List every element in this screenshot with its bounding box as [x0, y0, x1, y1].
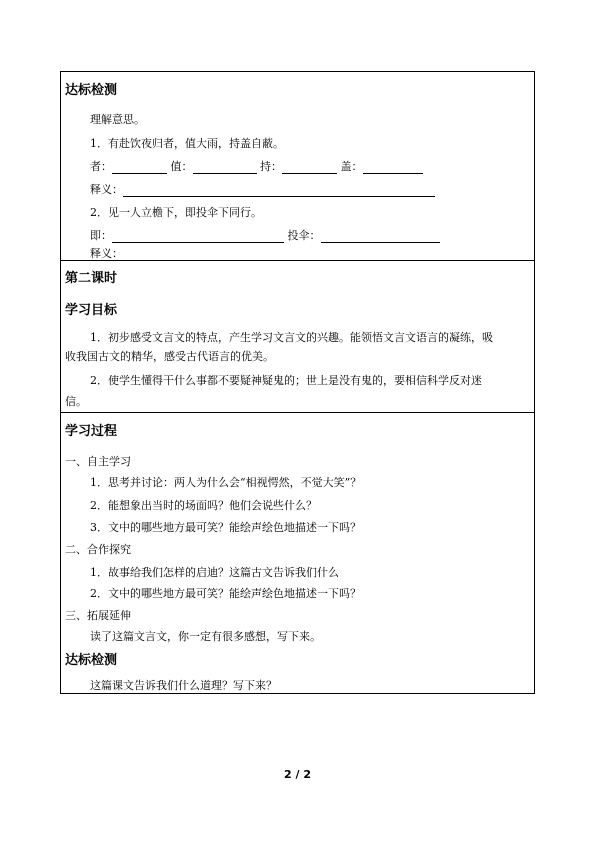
goal-1-line-1: 1．初步感受文言文的特点，产生学习文言文的兴趣。能领悟文言文语言的凝练，吸 [90, 331, 493, 344]
instruction-text: 理解意思。 [90, 113, 145, 126]
answer-blank[interactable] [123, 184, 435, 197]
word-blanks-row-1 [90, 158, 423, 174]
answer-blank[interactable] [112, 230, 284, 243]
word-label: 即： [90, 229, 112, 242]
final-question: 这篇课文告诉我们什么道理？写下来？ [90, 679, 277, 692]
list-item: 2．能想象出当时的场面吗？他们会说些什么？ [90, 499, 317, 512]
learning-process-section [61, 412, 534, 693]
answer-blank[interactable] [363, 161, 423, 174]
list-item: 1．故事给我们怎样的启迪？这篇古文告诉我们什么 [90, 566, 339, 579]
explain-label: 释义： [90, 247, 123, 260]
list-item: 3．文中的哪些地方最可笑？能绘声绘色地描述一下吗？ [90, 521, 361, 534]
explain-label: 释义： [90, 183, 123, 196]
worksheet-table [60, 71, 535, 694]
goals-heading: 学习目标 [65, 303, 118, 318]
section-heading: 达标检测 [65, 83, 118, 98]
lesson-heading: 第二课时 [65, 271, 118, 286]
assessment-section [61, 72, 534, 260]
second-lesson-section [61, 260, 534, 412]
goal-1-line-2: 收我国古文的精华，感受古代语言的优美。 [65, 350, 274, 363]
assessment-heading: 达标检测 [65, 653, 118, 668]
explanation-row-2 [90, 245, 375, 261]
goal-2-line-1: 2．使学生懂得干什么事都不要疑神疑鬼的；世上是没有鬼的，要相信科学反对迷 [90, 374, 482, 387]
word-label: 持： [260, 160, 282, 173]
question-2: 2．见一人立檐下，即投伞下同行。 [90, 206, 262, 219]
part-2-title: 二、合作探究 [65, 543, 131, 556]
extension-text: 读了这篇文言文，你一定有很多感想，写下来。 [90, 630, 321, 643]
part-3-title: 三、拓展延伸 [65, 609, 131, 622]
goal-2-line-2: 信。 [65, 395, 87, 408]
process-heading: 学习过程 [65, 424, 118, 439]
part-1-title: 一、自主学习 [65, 455, 131, 468]
word-label: 盖： [340, 160, 363, 173]
answer-blank[interactable] [321, 230, 440, 243]
question-1: 1．有赴饮夜归者，值大雨，持盖自蔽。 [90, 137, 284, 150]
answer-blank[interactable] [112, 161, 167, 174]
list-item: 2．文中的哪些地方最可笑？能绘声绘色地描述一下吗？ [90, 587, 361, 600]
word-blanks-row-2 [90, 227, 440, 243]
page-number: 2 / 2 [284, 768, 311, 781]
explanation-row-1 [90, 181, 435, 197]
word-label: 投伞： [287, 229, 321, 242]
word-label: 值： [170, 160, 193, 173]
answer-blank[interactable] [282, 161, 337, 174]
list-item: 1．思考并讨论：两人为什么会“相视愕然，不觉大笑”？ [90, 476, 362, 489]
answer-blank[interactable] [193, 161, 257, 174]
word-label: 者： [90, 160, 112, 173]
